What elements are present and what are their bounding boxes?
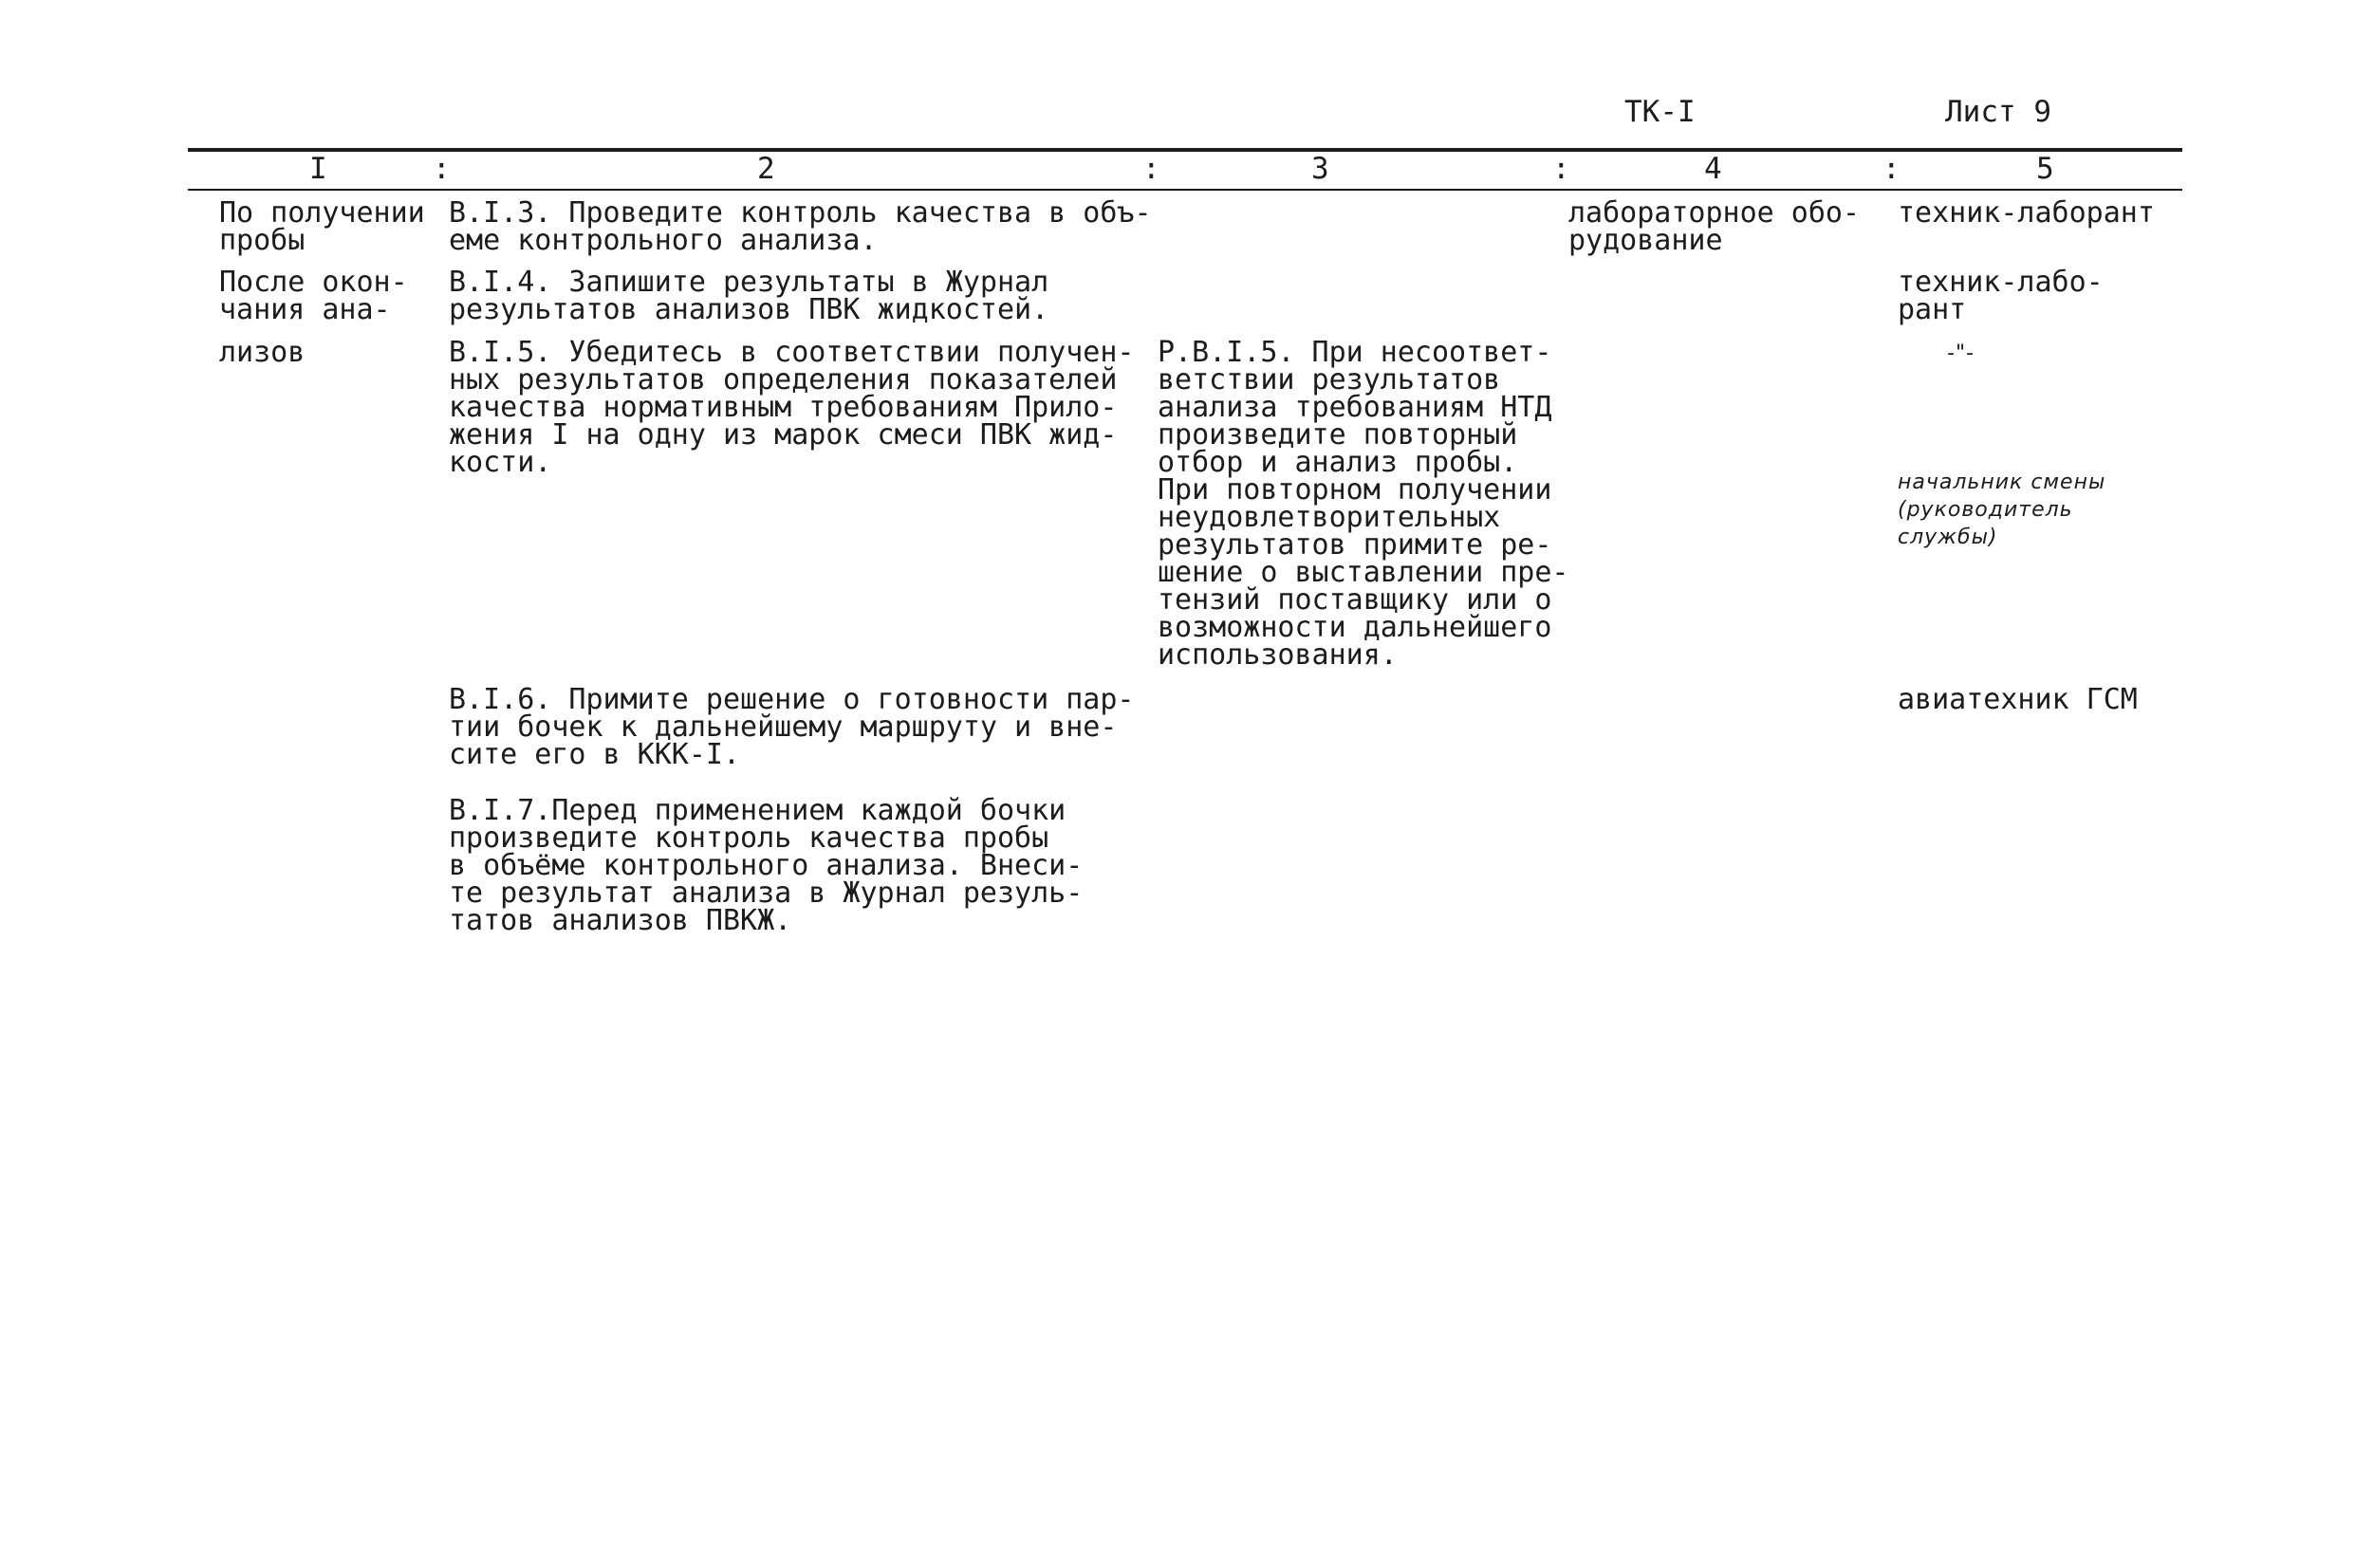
operation-b16: В.I.6. Примите решение о готовности пар- тии бочек к дальнейшему маршруту и вне- сите его в ККК-I.	[449, 683, 1135, 771]
column-separator: :	[1882, 152, 1901, 186]
operation-b15: В.I.5. Убедитесь в соответствии получен- ных результатов определения показателей качества нормативным требованиям Прило- жения I на одну из марок смеси ПВК жид- кости.	[449, 336, 1135, 479]
timing-after-analysis-end: После окон- чания ана-	[219, 266, 408, 326]
column-separator: :	[433, 152, 451, 186]
column-header-1: I	[309, 152, 327, 186]
column-header-4: 4	[1704, 152, 1722, 186]
corrective-action-rb15: Р.В.I.5. При несоответ- ветствии результатов анализа требованиям НТД произведите повторный отбор и анализ пробы. При повторном получении неудовлетворительных результатов примите ре- шение о выставлении пре- тензий поставщику или о возможности дальнейшего использования.	[1158, 336, 1569, 672]
operation-b14: В.I.4. Запишите результаты в Журнал результатов анализов ПВК жидкостей.	[449, 266, 1049, 326]
equipment-laboratory: лабораторное обо- рудование	[1568, 196, 1861, 257]
responsible-shift-supervisor-handwritten: начальник смены (руководитель службы)	[1898, 470, 2106, 549]
sheet-number: Лист 9	[1945, 95, 2051, 129]
operation-b13: В.I.3. Проведите контроль качества в объ- еме контрольного анализа.	[449, 196, 1152, 257]
responsible-ditto-mark: -"-	[1947, 341, 1975, 365]
timing-after-analysis-end-cont: лизов	[219, 336, 306, 369]
operation-b17: В.I.7.Перед применением каждой бочки произведите контроль качества пробы в объёме контрольного анализа. Внеси- те результат анализа в Журнал резуль- татов анализов ПВКЖ.	[449, 794, 1084, 937]
table-header-bottom-rule	[188, 189, 2182, 191]
column-separator: :	[1142, 152, 1160, 186]
responsible-lab-technician: техник-лаборант	[1898, 196, 2155, 230]
column-header-2: 2	[757, 152, 775, 186]
document-code: ТК-I	[1624, 95, 1696, 129]
column-header-5: 5	[2036, 152, 2054, 186]
column-separator: :	[1552, 152, 1570, 186]
responsible-lab-technician-2: техник-лабо- рант	[1898, 266, 2104, 326]
timing-on-sample-receipt: По получении пробы	[219, 196, 425, 257]
responsible-aviation-technician-gsm: авиатехник ГСМ	[1898, 683, 2138, 716]
column-header-3: 3	[1311, 152, 1329, 186]
